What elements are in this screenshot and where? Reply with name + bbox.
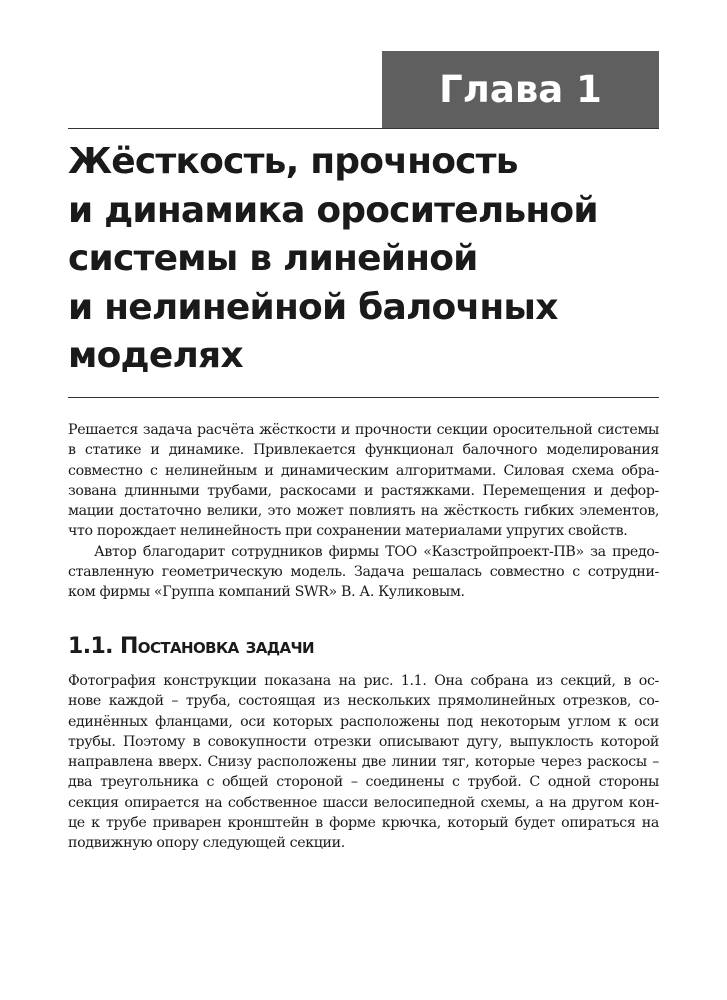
abstract-line: зована длинными трубами, раскосами и растяжками. Перемещения и дефор- bbox=[68, 482, 659, 499]
section-title: Постановка задачи bbox=[120, 634, 314, 659]
body-line: нове каждой – труба, состоящая из нескольких прямолинейных отрезков, со- bbox=[68, 693, 659, 710]
body-line: два треугольника с общей стороной – соединены с трубой. С одной стороны bbox=[68, 774, 659, 791]
chapter-title-line: и динамика оросительной bbox=[68, 189, 598, 231]
title-top-rule bbox=[68, 128, 659, 129]
chapter-label: Глава 1 bbox=[439, 68, 602, 111]
body-line: единённых фланцами, оси которых расположены под некоторым углом к оси bbox=[68, 713, 659, 730]
body-line: подвижную опору следующей секции. bbox=[68, 835, 345, 852]
chapter-title bbox=[68, 138, 659, 381]
abstract-line: в статике и динамике. Привлекается функционал балочного моделирования bbox=[68, 442, 659, 459]
acknowledgement-line: ставленную геометрическую модель. Задача решалась совместно с сотрудни- bbox=[68, 564, 659, 581]
chapter-label-box bbox=[382, 51, 659, 128]
chapter-title-line: моделях bbox=[68, 335, 243, 376]
section-number: 1.1. bbox=[68, 634, 113, 659]
abstract-line: что порождает нелинейность при сохранении материалами упругих свойств. bbox=[68, 523, 628, 540]
body-line: трубы. Поэтому в совокупности отрезки описывают дугу, выпуклость которой bbox=[68, 733, 659, 750]
section-body-paragraph bbox=[68, 671, 659, 854]
abstract-line: мации достаточно велики, это может повлиять на жёсткость гибких элементов, bbox=[68, 503, 659, 520]
abstract-paragraph bbox=[68, 420, 659, 603]
title-bottom-rule bbox=[68, 397, 659, 398]
acknowledgement-line: Автор благодарит сотрудников фирмы ТОО «Казстройпроект-ПВ» за предо- bbox=[94, 543, 659, 560]
chapter-title-line: системы в линейной bbox=[68, 238, 478, 279]
abstract-line: совместно с нелинейным и динамическим алгоритмами. Силовая схема обра- bbox=[68, 462, 659, 479]
body-line: це к трубе приварен кронштейн в форме крючка, который будет опираться на bbox=[68, 815, 659, 832]
acknowledgement-line: ком фирмы «Группа компаний SWR» В. А. Куликовым. bbox=[68, 584, 465, 601]
body-line: Фотография конструкции показана на рис. 1.1. Она собрана из секций, в ос- bbox=[68, 673, 659, 689]
chapter-title-line: Жёсткость, прочность bbox=[68, 141, 518, 182]
body-line: направлена вверх. Снизу расположены две линии тяг, которые через раскосы – bbox=[68, 754, 659, 771]
body-line: секция опирается на собственное шасси велосипедной схемы, а на другом кон- bbox=[68, 794, 659, 811]
chapter-title-line: и нелинейной балочных bbox=[68, 286, 558, 328]
abstract-line: Решается задача расчёта жёсткости и прочности секции оросительной системы bbox=[68, 422, 659, 438]
section-heading bbox=[68, 632, 314, 662]
